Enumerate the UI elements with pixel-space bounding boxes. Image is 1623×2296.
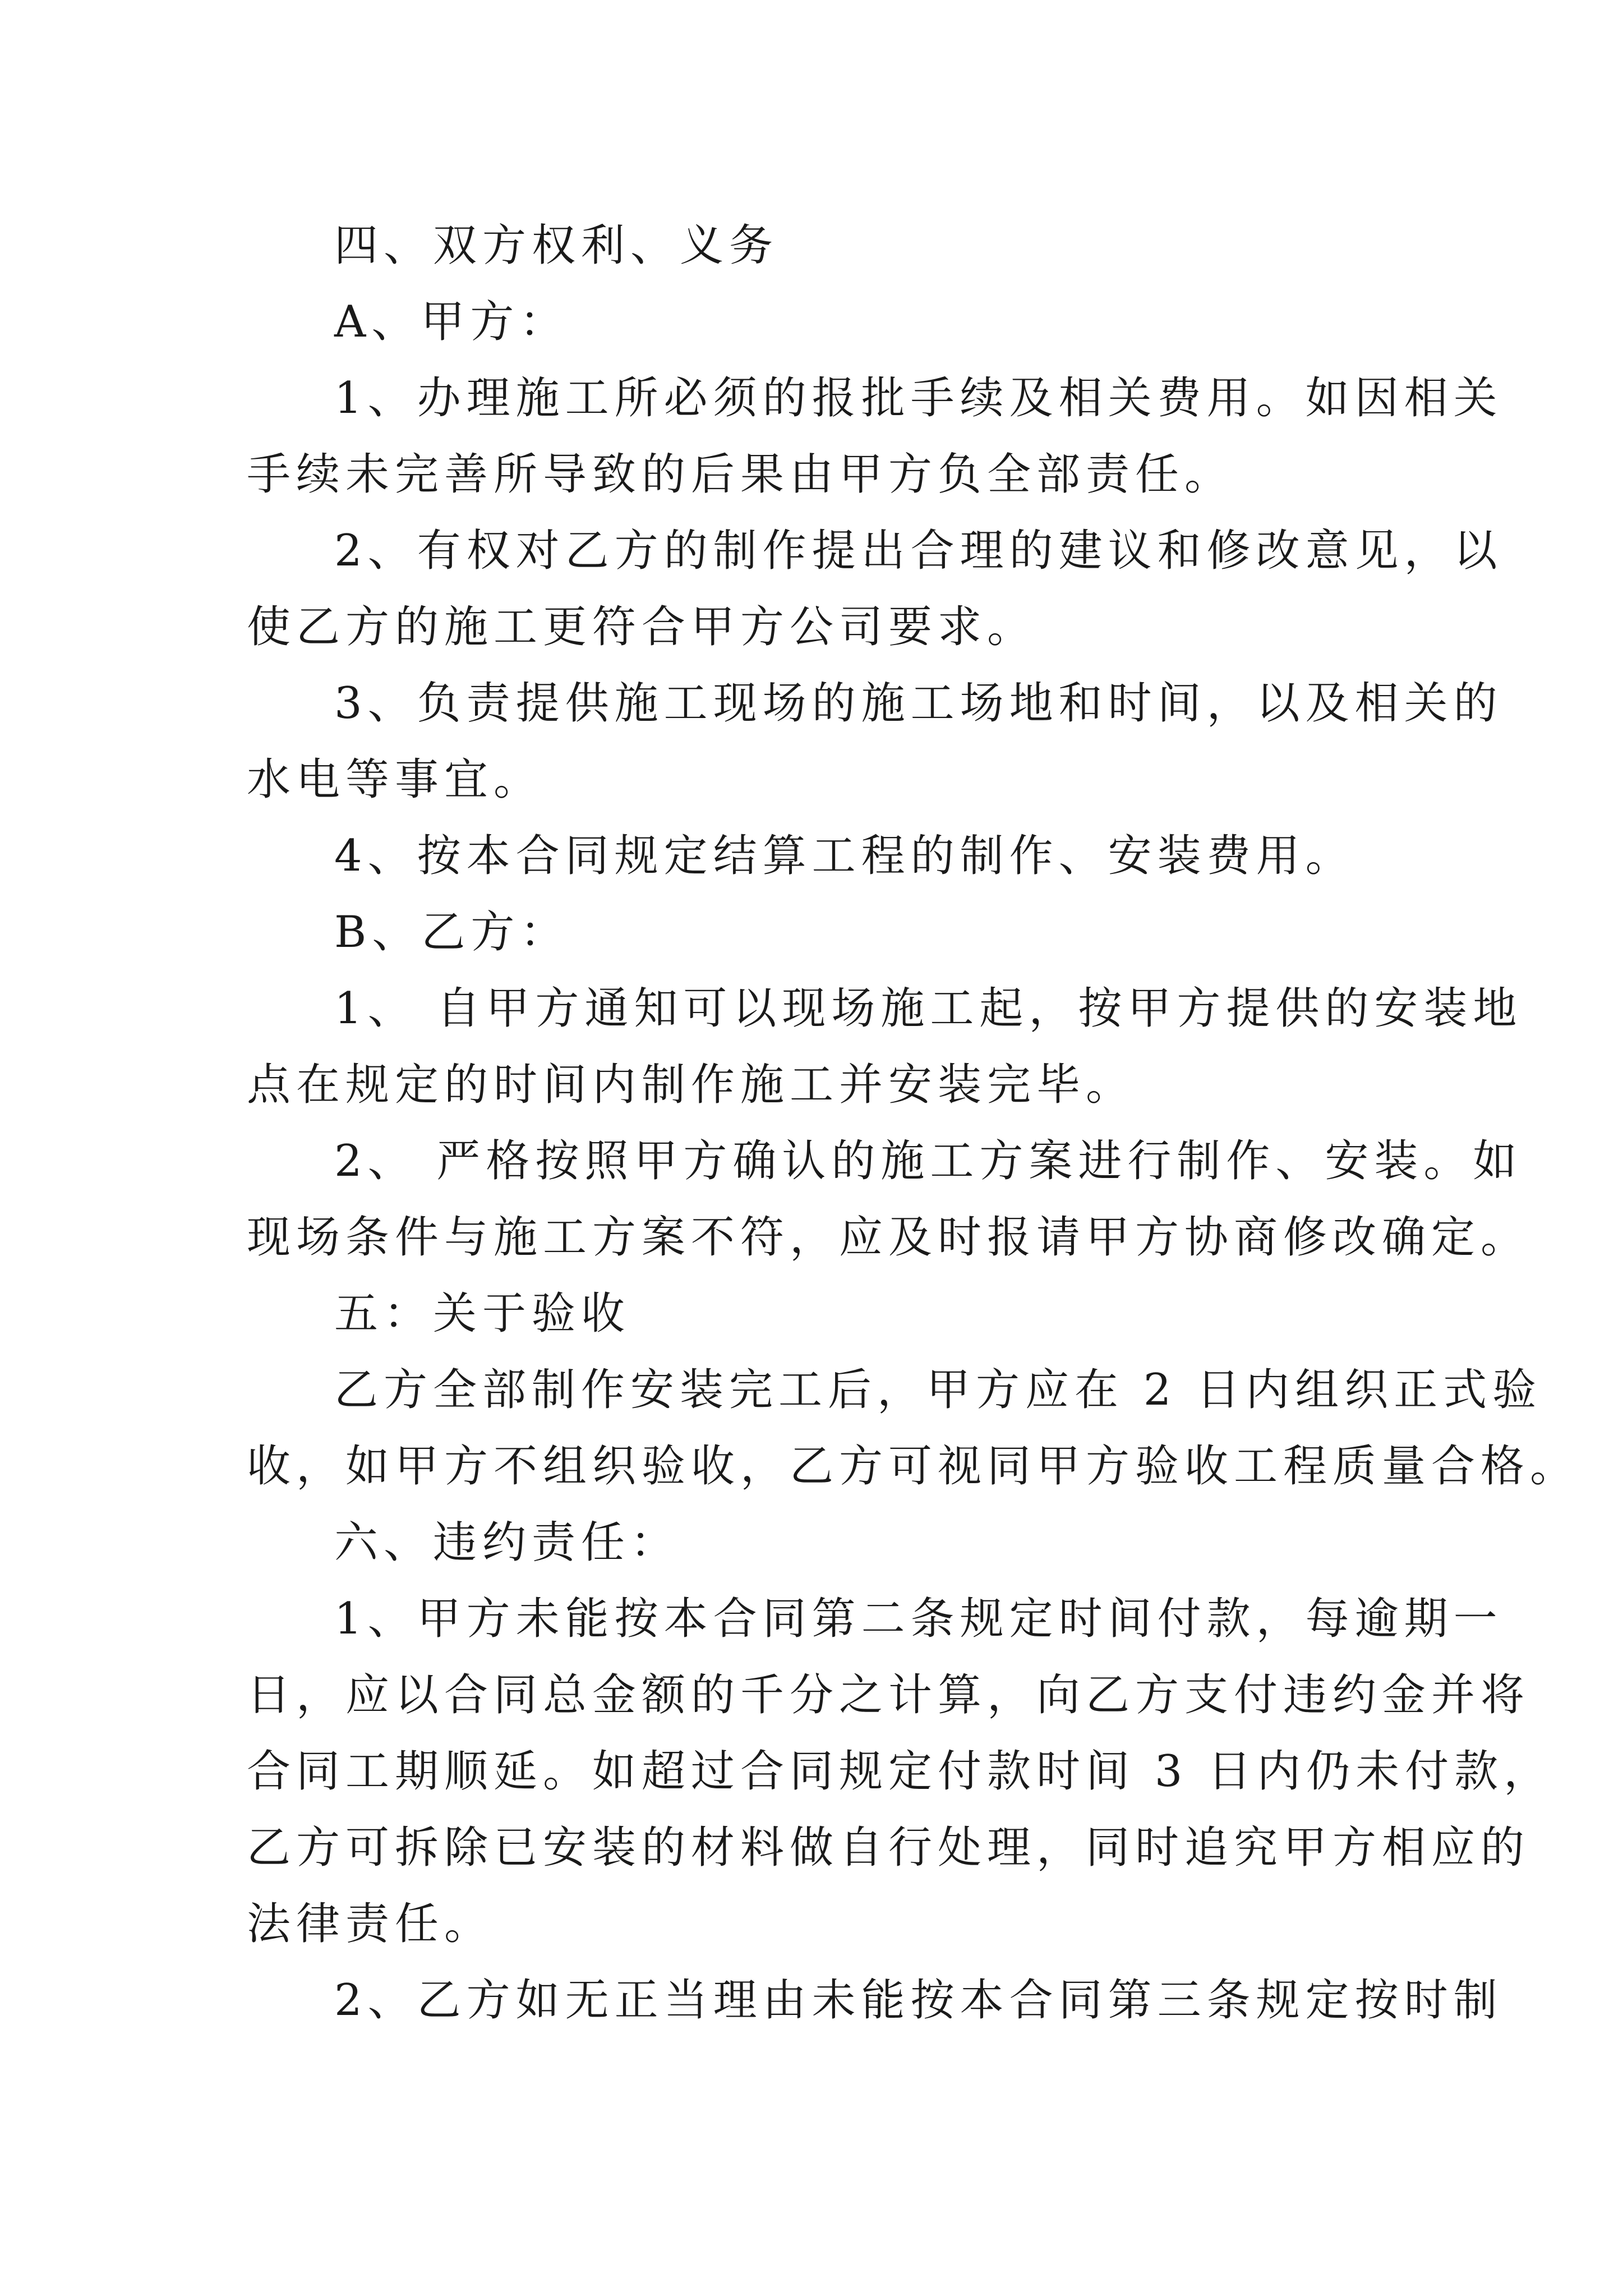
liability-clause-2-line-1: 2、乙方如无正当理由未能按本合同第三条规定按时制 <box>334 1975 1503 2026</box>
party-b-clause-2-line-1: 2、 严格按照甲方确认的施工方案进行制作、安装。如 <box>334 1136 1523 1186</box>
party-a-clause-3-line-2: 水电等事宜。 <box>247 754 543 805</box>
liability-clause-1-line-3: 合同工期顺延。如超过合同规定付款时间 3 日内仍未付款， <box>247 1746 1553 1797</box>
liability-clause-1-line-2: 日，应以合同总金额的千分之计算，向乙方支付违约金并将 <box>247 1670 1530 1720</box>
party-b-clause-2-line-2: 现场条件与施工方案不符，应及时报请甲方协商修改确定。 <box>247 1212 1530 1263</box>
section-heading-acceptance: 五：关于验收 <box>334 1289 631 1339</box>
liability-clause-1-line-4: 乙方可拆除已安装的材料做自行处理，同时追究甲方相应的 <box>247 1823 1530 1873</box>
document-body <box>247 208 1580 2039</box>
acceptance-text-line-2: 收，如甲方不组织验收，乙方可视同甲方验收工程质量合格。 <box>247 1441 1580 1492</box>
subheading-party-a: A、甲方： <box>334 297 569 347</box>
party-b-clause-1-line-2: 点在规定的时间内制作施工并安装完毕。 <box>247 1060 1136 1110</box>
section-heading-rights-obligations: 四、双方权利、义务 <box>334 220 779 271</box>
party-a-clause-2-line-1: 2、有权对乙方的制作提出合理的建议和修改意见，以 <box>334 526 1503 576</box>
party-a-clause-2-line-2: 使乙方的施工更符合甲方公司要求。 <box>247 602 1037 652</box>
party-a-clause-1-line-2: 手续未完善所导致的后果由甲方负全部责任。 <box>247 449 1234 500</box>
liability-clause-1-line-5: 法律责任。 <box>247 1899 494 1949</box>
liability-clause-1-line-1: 1、甲方未能按本合同第二条规定时间付款，每逾期一 <box>334 1594 1503 1644</box>
party-a-clause-3-line-1: 3、负责提供施工现场的施工场地和时间，以及相关的 <box>334 678 1503 729</box>
party-a-clause-1-line-1: 1、办理施工所必须的报批手续及相关费用。如因相关 <box>334 373 1503 424</box>
subheading-party-b: B、乙方： <box>334 907 570 958</box>
acceptance-text-line-1: 乙方全部制作安装完工后，甲方应在 2 日内组织正式验 <box>334 1365 1542 1415</box>
party-a-clause-4: 4、按本合同规定结算工程的制作、安装费用。 <box>334 831 1355 881</box>
party-b-clause-1-line-1: 1、 自甲方通知可以现场施工起，按甲方提供的安装地 <box>334 983 1523 1034</box>
section-heading-liability: 六、违约责任： <box>334 1517 680 1568</box>
